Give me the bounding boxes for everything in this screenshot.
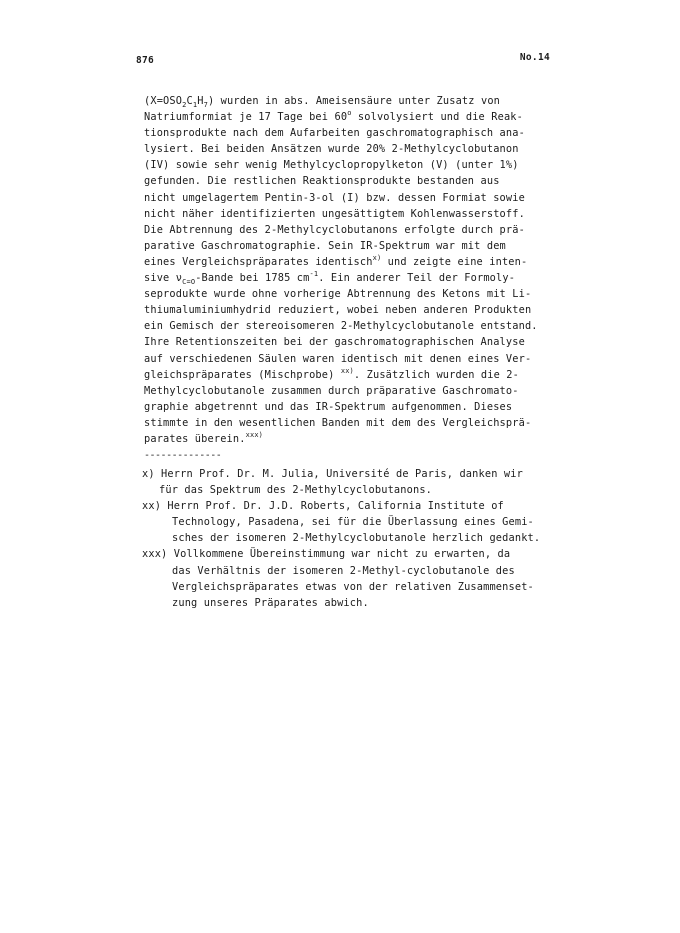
footnote-line: sches der isomeren 2-Methylcyclobutanole herzlich gedankt. — [172, 532, 541, 545]
footnote-line: x) Herrn Prof. Dr. M. Julia, Université de Paris, danken wir — [142, 468, 523, 480]
text-fragment: . Ein anderer Teil der Formoly- — [318, 272, 516, 285]
body-line: Methylcyclobutanole zusammen durch präparative Gaschromato- — [144, 384, 519, 397]
body-line: auf verschiedenen Säulen waren identisch mit denen eines Ver- — [144, 352, 532, 365]
footnote-line: Vergleichspräparates etwas von der relativen Zusammenset- — [172, 580, 534, 593]
body-line: thiumaluminiumhydrid reduziert, wobei neben anderen Produkten — [144, 304, 532, 317]
text-fragment: Natriumformiat je 17 Tage bei 60 — [144, 111, 348, 124]
body-line: tionsprodukte nach dem Aufarbeiten gaschromatographisch ana- — [144, 127, 525, 140]
superscript: o — [347, 109, 352, 118]
text-fragment: ) wurden in abs. Ameisensäure unter Zusatz von — [207, 95, 501, 107]
text-fragment: eines Vergleichspräparates identisch — [144, 255, 373, 268]
footnote-marker: x) — [372, 253, 382, 262]
body-line: gefunden. Die restlichen Reaktionsprodukte bestanden aus — [144, 175, 500, 188]
subscript: 7 — [203, 101, 208, 109]
body-line: ein Gemisch der stereoisomeren 2-Methylcyclobutanole entstand. — [144, 320, 538, 333]
body-line: lysiert. Bei beiden Ansätzen wurde 20% 2-Methylcyclobutanon — [144, 143, 519, 156]
text-fragment: und zeigte eine inten- — [381, 255, 528, 268]
footnote-marker: xx) — [340, 366, 354, 375]
text-fragment: gleichspräparates (Mischprobe) — [144, 368, 341, 381]
body-line: (IV) sowie sehr wenig Methylcyclopropylketon (V) (unter 1%) — [144, 159, 519, 172]
body-line — [144, 109, 544, 125]
body-line: seprodukte wurde ohne vorherige Abtrennung des Ketons mit Li- — [144, 288, 532, 301]
subscript: C=O — [182, 278, 196, 287]
text-fragment: C — [186, 95, 193, 107]
body-line — [144, 254, 544, 270]
page-number: 876 — [136, 55, 155, 66]
subscript: 2 — [182, 101, 187, 109]
text-fragment: -Bande bei 1785 cm — [195, 272, 310, 285]
body-text — [144, 93, 544, 447]
text-fragment: solvolysiert und die Reak- — [351, 111, 523, 124]
footnote-line: zung unseres Präparates abwich. — [172, 596, 369, 609]
body-line — [144, 270, 544, 286]
text-fragment: . Zusätzlich wurden die 2- — [353, 368, 520, 381]
footnotes — [142, 466, 552, 611]
body-line: Die Abtrennung des 2-Methylcyclobutanons erfolgte durch prä- — [144, 223, 525, 236]
body-line: nicht umgelagertem Pentin-3-ol (I) bzw. dessen Formiat sowie — [144, 191, 525, 204]
text-fragment: parates überein. — [144, 432, 246, 445]
body-line: parative Gaschromatographie. Sein IR-Spektrum war mit dem — [144, 239, 506, 252]
footnote-line: xx) Herrn Prof. Dr. J.D. Roberts, California Institute of — [142, 500, 504, 513]
body-line: stimmte in den wesentlichen Banden mit dem des Vergleichsprä- — [144, 416, 532, 429]
text-fragment: sive ν — [144, 272, 183, 285]
body-line: nicht näher identifizierten ungesättigtem Kohlenwasserstoff. — [144, 207, 525, 220]
superscript: -1 — [309, 270, 319, 279]
journal-number: No.14 — [519, 52, 550, 63]
footnote-x — [142, 466, 552, 498]
footnote-line: xxx) Vollkommene Übereinstimmung war nicht zu erwarten, da — [142, 548, 511, 561]
footnote-line: das Verhältnis der isomeren 2-Methyl-cyclobutanole des — [172, 564, 515, 577]
body-line — [144, 431, 544, 447]
text-fragment: (X=OSO — [144, 95, 183, 107]
body-line — [144, 367, 544, 383]
body-line — [144, 93, 544, 109]
subscript: 1 — [192, 101, 198, 109]
body-line: Ihre Retentionszeiten bei der gaschromatographischen Analyse — [144, 336, 525, 349]
text-fragment: H — [197, 95, 204, 107]
footnote-xxx — [142, 546, 552, 610]
body-line: graphie abgetrennt und das IR-Spektrum aufgenommen. Dieses — [144, 400, 513, 413]
footnote-line: für das Spektrum des 2-Methylcyclobutanons. — [159, 484, 433, 497]
footnote-xx — [142, 498, 552, 546]
footnote-line: Technology, Pasadena, sei für die Überlassung eines Gemi- — [172, 516, 534, 529]
footnote-marker: xxx) — [245, 430, 264, 439]
footnote-separator: -------------- — [144, 450, 222, 461]
